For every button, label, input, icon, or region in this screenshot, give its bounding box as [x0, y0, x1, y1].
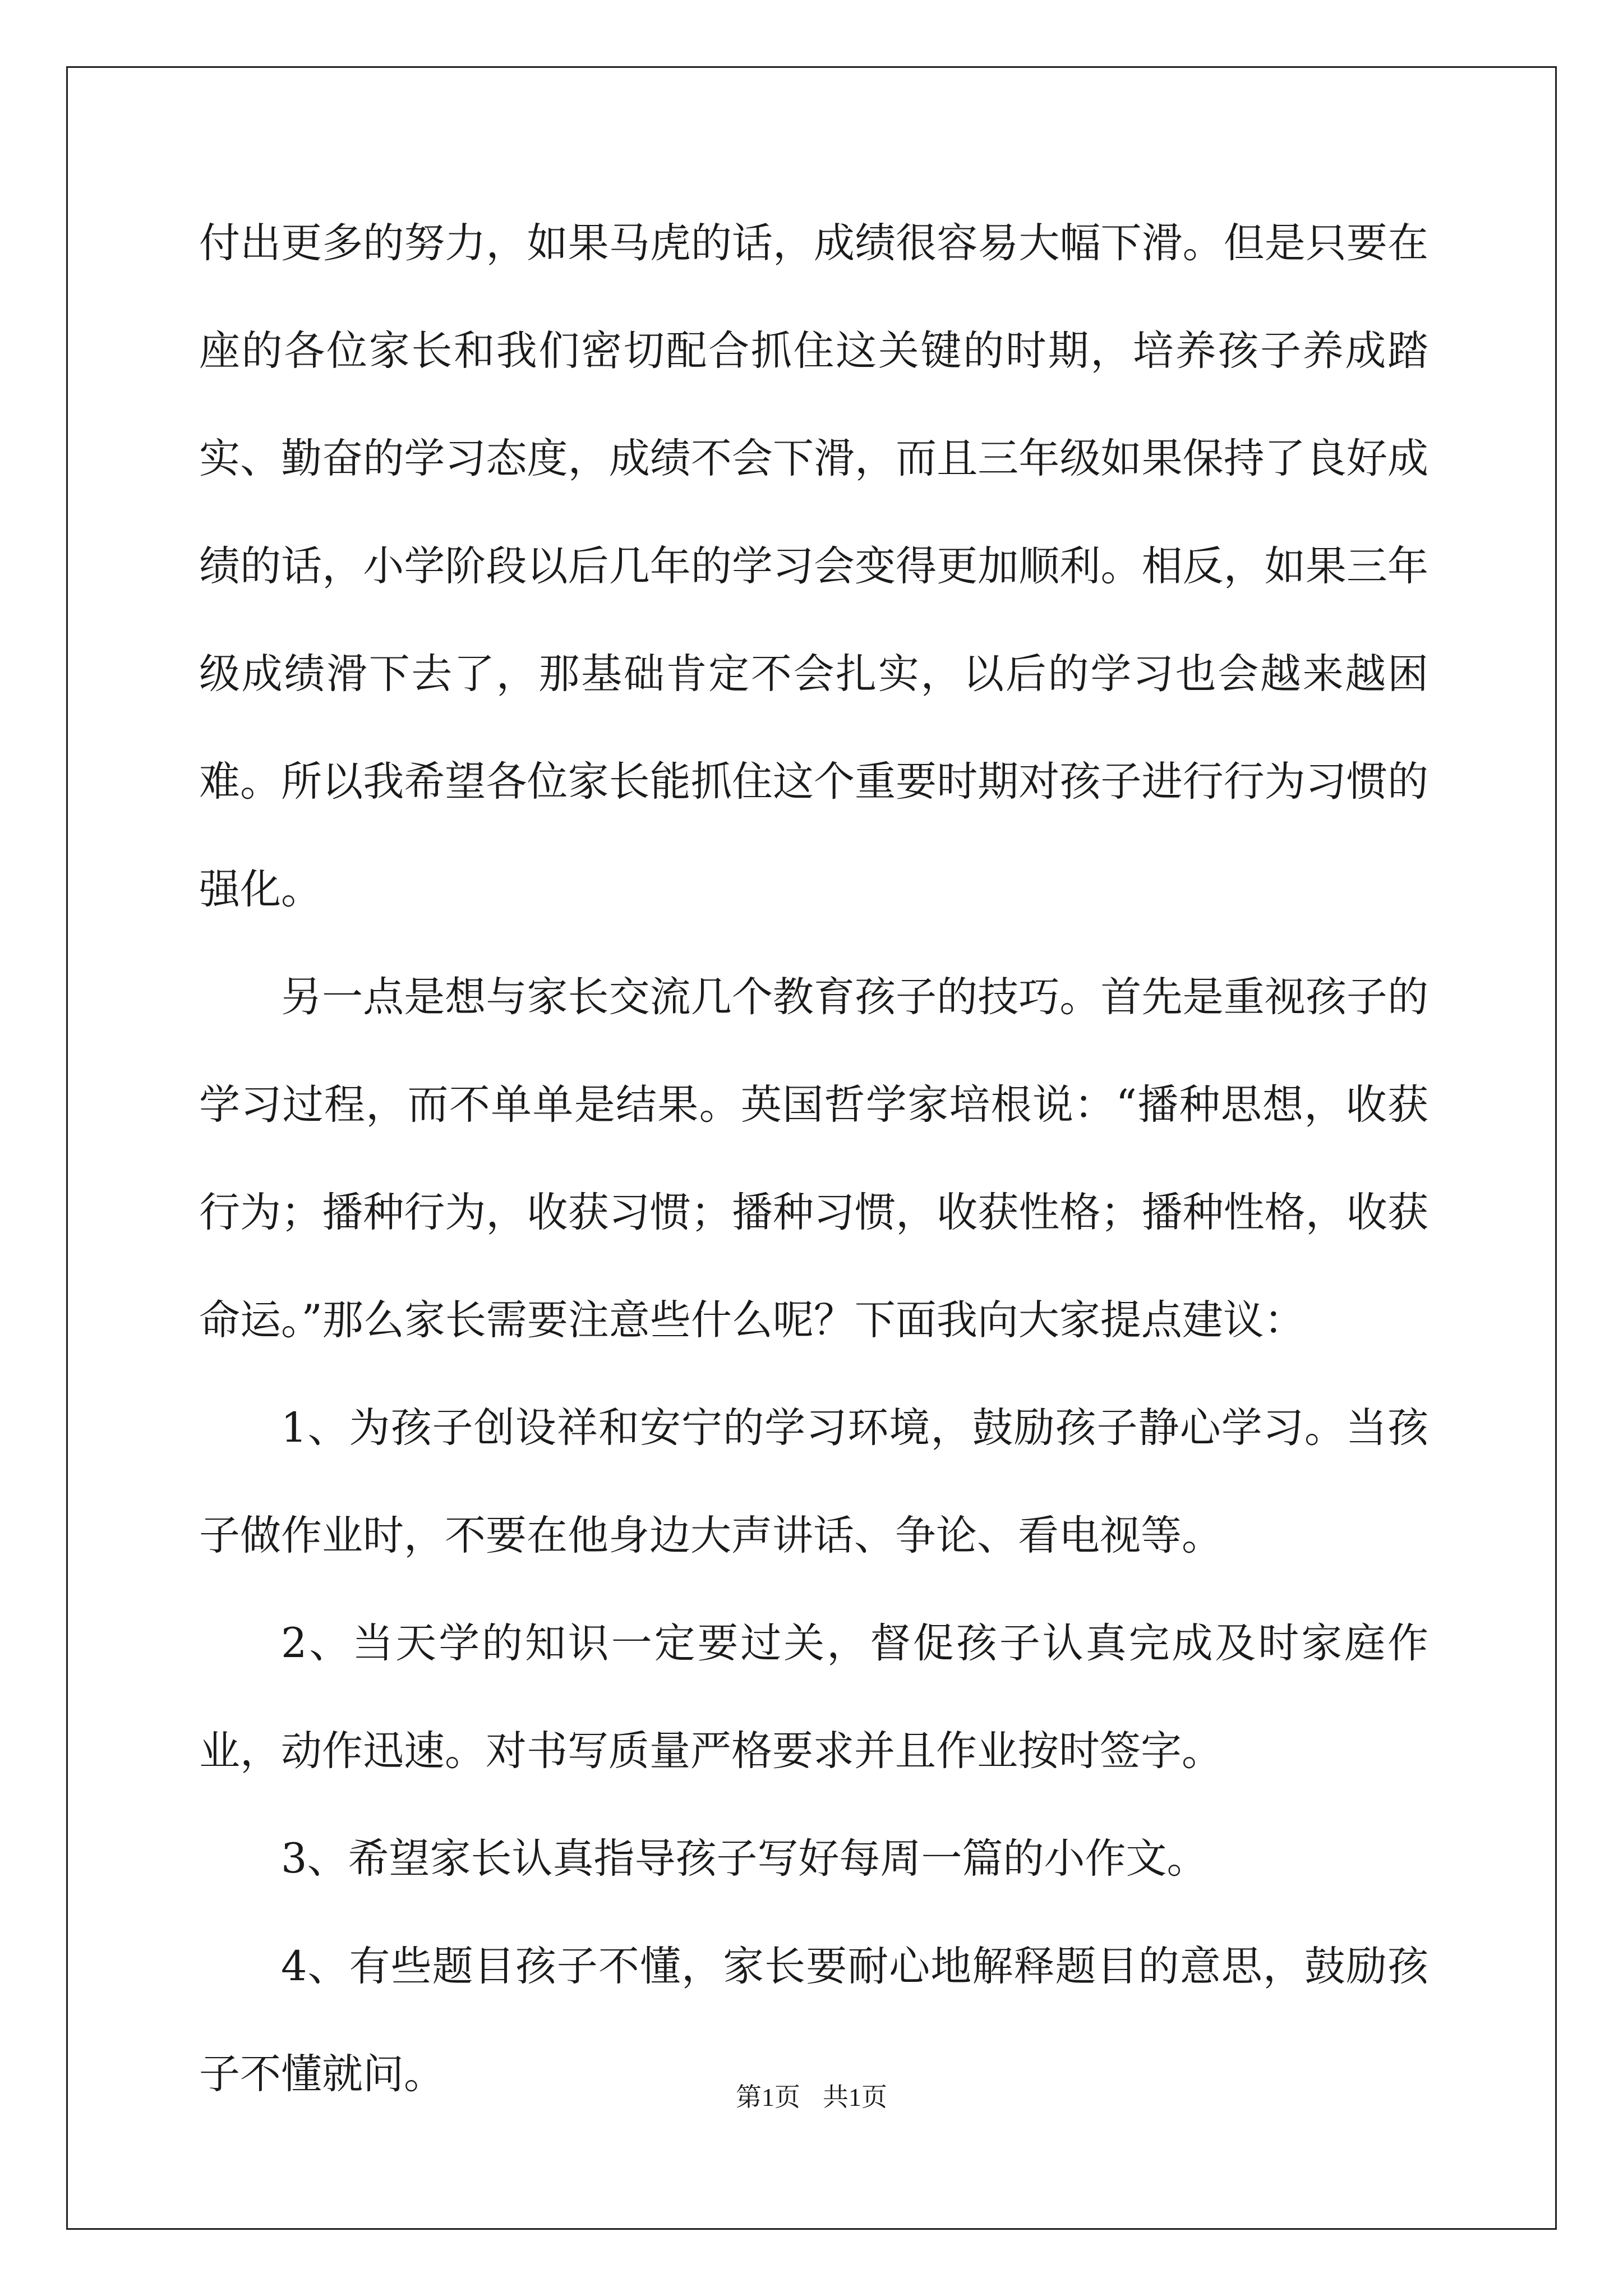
- paragraph-6: 4、有些题目孩子不懂，家长要耐心地解释题目的意思，鼓励孩子不懂就问。: [199, 1943, 1428, 2098]
- page-number: 第1页: [736, 2083, 800, 2111]
- paragraph-5: 3、希望家长认真指导孩子写好每周一篇的小作文。: [281, 1835, 1208, 1883]
- document-body: [199, 190, 1428, 2128]
- paragraph-2: 另一点是想与家长交流几个教育孩子的技巧。首先是重视孩子的学习过程，而不单单是结果。英国哲学家培根说：“播种思想，收获行为；播种行为，收获习惯；播种习惯，收获性格；播种性格，收获命运。”那么家长需要注意些什么呢？下面我向大家提点建议：: [199, 973, 1428, 1344]
- page-total: 共1页: [823, 2083, 887, 2111]
- page-footer: [0, 2081, 1623, 2114]
- paragraph-4: 2、当天学的知识一定要过关，督促孩子认真完成及时家庭作业，动作迅速。对书写质量严格要求并且作业按时签字。: [199, 1619, 1428, 1775]
- paragraph-3: 1、为孩子创设祥和安宁的学习环境，鼓励孩子静心学习。当孩子做作业时，不要在他身边大声讲话、争论、看电视等。: [199, 1404, 1428, 1559]
- paragraph-1: 付出更多的努力，如果马虎的话，成绩很容易大幅下滑。但是只要在座的各位家长和我们密切配合抓住这关键的时期，培养孩子养成踏实、勤奋的学习态度，成绩不会下滑，而且三年级如果保持了良好成绩的话，小学阶段以后几年的学习会变得更加顺利。相反，如果三年级成绩滑下去了，那基础肯定不会扎实，以后的学习也会越来越困难。所以我希望各位家长能抓住这个重要时期对孩子进行行为习惯的强化。: [199, 219, 1428, 913]
